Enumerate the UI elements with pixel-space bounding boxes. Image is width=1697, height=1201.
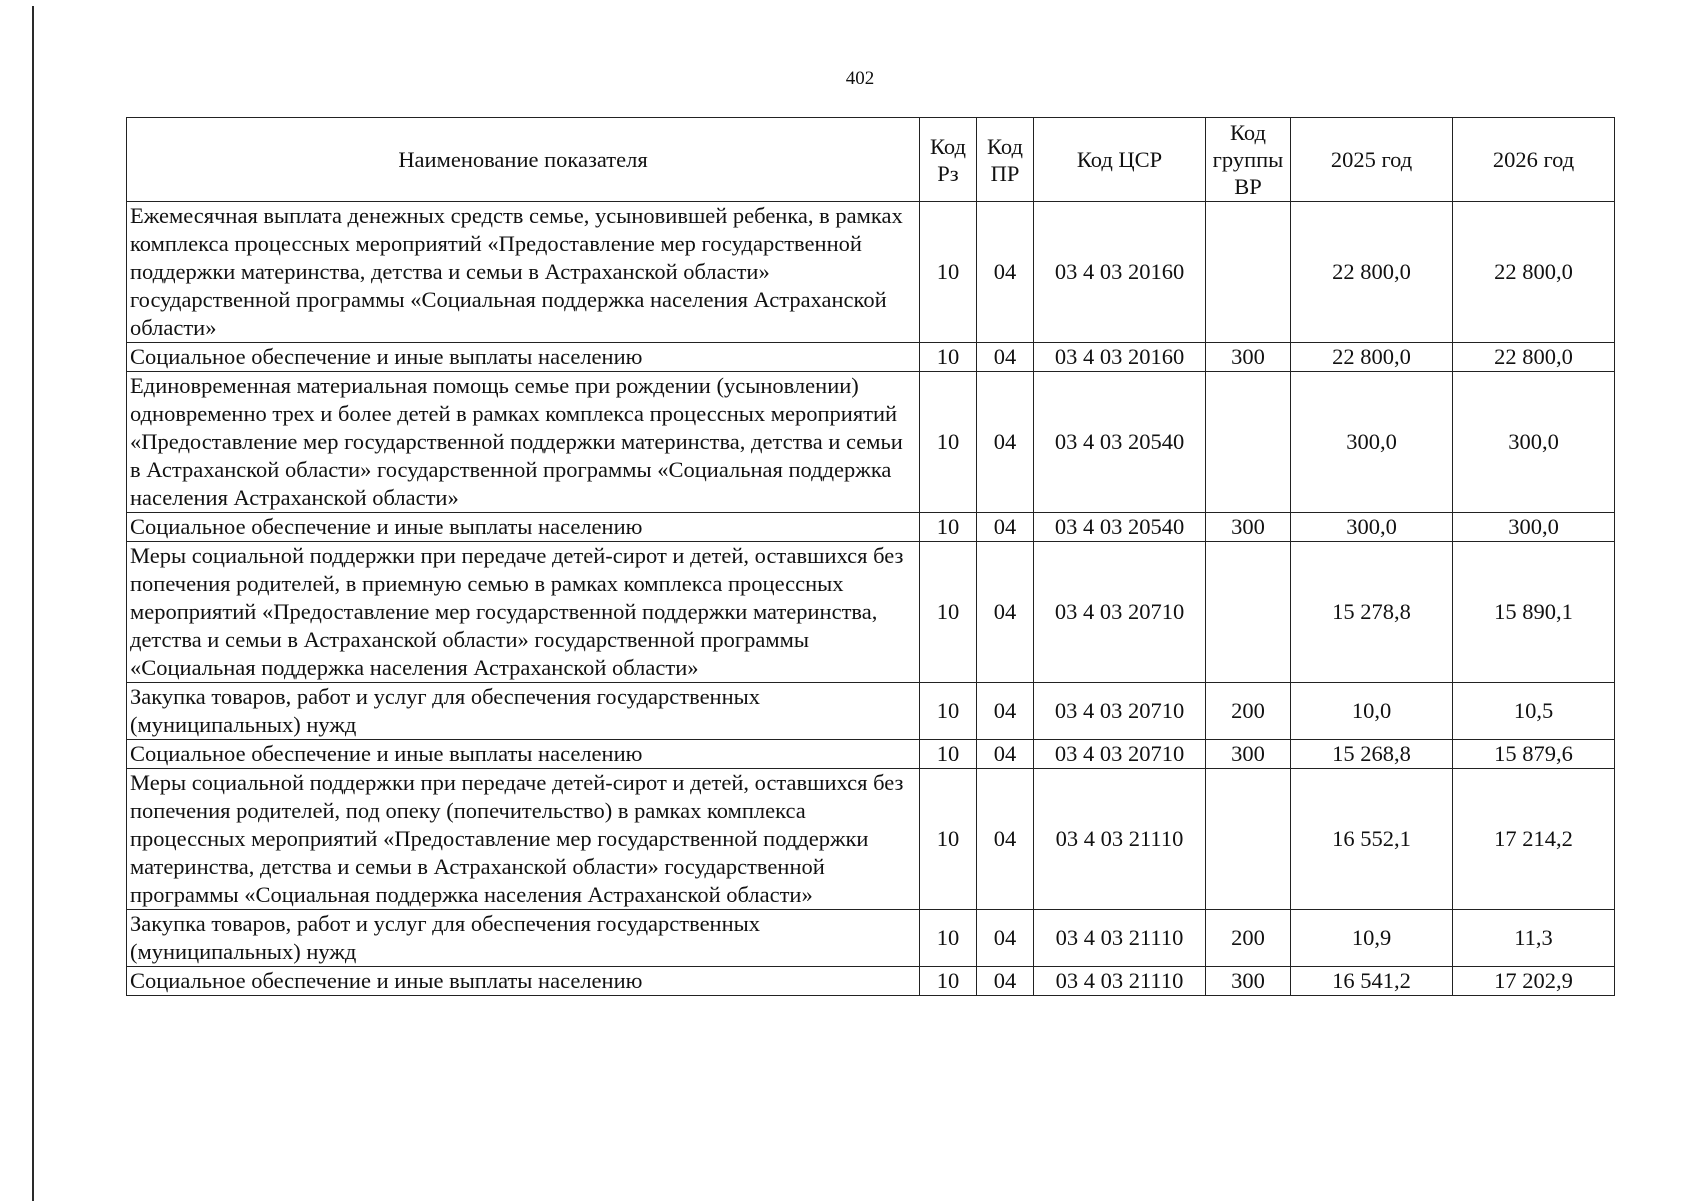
cell-2025: 300,0: [1291, 372, 1453, 513]
table-header-row: [127, 118, 1615, 202]
cell-csr: 03 4 03 20710: [1034, 542, 1206, 683]
cell-rz: 10: [920, 740, 977, 769]
cell-name: Социальное обеспечение и иные выплаты населению: [127, 343, 920, 372]
cell-vr: 300: [1206, 513, 1291, 542]
cell-rz: 10: [920, 683, 977, 740]
cell-rz: 10: [920, 769, 977, 910]
table-row: [127, 202, 1615, 343]
header-vr: Код группы ВР: [1206, 118, 1291, 202]
table-row: [127, 683, 1615, 740]
binding-edge-line: [32, 6, 34, 1201]
cell-csr: 03 4 03 21110: [1034, 769, 1206, 910]
cell-2026: 10,5: [1453, 683, 1615, 740]
cell-csr: 03 4 03 20540: [1034, 513, 1206, 542]
cell-name: Меры социальной поддержки при передаче детей-сирот и детей, оставшихся без попечения родителей, в приемную семью в рамках комплекса процессных мероприятий «Предоставление мер государственной поддержки материнства, детства и семьи в Астраханской области» государственной программы «Социальная поддержка населения Астраханской области»: [127, 542, 920, 683]
cell-name: Закупка товаров, работ и услуг для обеспечения государственных (муниципальных) нужд: [127, 683, 920, 740]
cell-2026: 17 202,9: [1453, 967, 1615, 996]
cell-2026: 11,3: [1453, 910, 1615, 967]
header-rz: Код Рз: [920, 118, 977, 202]
cell-pr: 04: [977, 740, 1034, 769]
cell-name: Социальное обеспечение и иные выплаты населению: [127, 967, 920, 996]
cell-csr: 03 4 03 21110: [1034, 967, 1206, 996]
header-pr: Код ПР: [977, 118, 1034, 202]
cell-2025: 16 541,2: [1291, 967, 1453, 996]
cell-2026: 22 800,0: [1453, 343, 1615, 372]
cell-2025: 10,0: [1291, 683, 1453, 740]
cell-name: Закупка товаров, работ и услуг для обеспечения государственных (муниципальных) нужд: [127, 910, 920, 967]
cell-csr: 03 4 03 20160: [1034, 343, 1206, 372]
cell-rz: 10: [920, 343, 977, 372]
table-row: [127, 542, 1615, 683]
header-2025: 2025 год: [1291, 118, 1453, 202]
cell-2025: 22 800,0: [1291, 202, 1453, 343]
cell-2026: 17 214,2: [1453, 769, 1615, 910]
table-row: [127, 740, 1615, 769]
table-row: [127, 967, 1615, 996]
cell-pr: 04: [977, 372, 1034, 513]
table-body: [127, 202, 1615, 996]
budget-table: [126, 117, 1615, 996]
cell-2026: 300,0: [1453, 372, 1615, 513]
cell-name: Единовременная материальная помощь семье при рождении (усыновлении) одновременно трех и более детей в рамках комплекса процессных мероприятий «Предоставление мер государственной поддержки материнства, детства и семьи в Астраханской области» государственной программы «Социальная поддержка населения Астраханской области»: [127, 372, 920, 513]
cell-vr: [1206, 372, 1291, 513]
cell-2026: 300,0: [1453, 513, 1615, 542]
cell-vr: [1206, 542, 1291, 683]
cell-csr: 03 4 03 20710: [1034, 740, 1206, 769]
cell-pr: 04: [977, 910, 1034, 967]
cell-csr: 03 4 03 20710: [1034, 683, 1206, 740]
cell-csr: 03 4 03 20160: [1034, 202, 1206, 343]
cell-pr: 04: [977, 343, 1034, 372]
cell-pr: 04: [977, 542, 1034, 683]
cell-name: Ежемесячная выплата денежных средств семье, усыновившей ребенка, в рамках комплекса процессных мероприятий «Предоставление мер государственной поддержки материнства, детства и семьи в Астраханской области» государственной программы «Социальная поддержка населения Астраханской области»: [127, 202, 920, 343]
cell-name: Меры социальной поддержки при передаче детей-сирот и детей, оставшихся без попечения родителей, под опеку (попечительство) в рамках комплекса процессных мероприятий «Предоставление мер государственной поддержки материнства, детства и семьи в Астраханской области» государственной программы «Социальная поддержка населения Астраханской области»: [127, 769, 920, 910]
cell-pr: 04: [977, 683, 1034, 740]
cell-vr: 300: [1206, 740, 1291, 769]
cell-rz: 10: [920, 542, 977, 683]
table-row: [127, 343, 1615, 372]
table-row: [127, 910, 1615, 967]
cell-2025: 16 552,1: [1291, 769, 1453, 910]
header-2026: 2026 год: [1453, 118, 1615, 202]
cell-vr: 300: [1206, 967, 1291, 996]
cell-rz: 10: [920, 910, 977, 967]
cell-2026: 15 890,1: [1453, 542, 1615, 683]
table-row: [127, 513, 1615, 542]
cell-pr: 04: [977, 967, 1034, 996]
cell-rz: 10: [920, 513, 977, 542]
cell-2025: 15 278,8: [1291, 542, 1453, 683]
cell-csr: 03 4 03 21110: [1034, 910, 1206, 967]
cell-2025: 22 800,0: [1291, 343, 1453, 372]
cell-rz: 10: [920, 967, 977, 996]
cell-vr: [1206, 769, 1291, 910]
cell-vr: 200: [1206, 910, 1291, 967]
cell-vr: [1206, 202, 1291, 343]
cell-2025: 300,0: [1291, 513, 1453, 542]
cell-2026: 22 800,0: [1453, 202, 1615, 343]
cell-2025: 10,9: [1291, 910, 1453, 967]
cell-name: Социальное обеспечение и иные выплаты населению: [127, 513, 920, 542]
cell-csr: 03 4 03 20540: [1034, 372, 1206, 513]
cell-pr: 04: [977, 513, 1034, 542]
cell-name: Социальное обеспечение и иные выплаты населению: [127, 740, 920, 769]
cell-pr: 04: [977, 202, 1034, 343]
page-number: 402: [845, 68, 875, 89]
table-row: [127, 769, 1615, 910]
cell-vr: 300: [1206, 343, 1291, 372]
header-name: Наименование показателя: [127, 118, 920, 202]
cell-2025: 15 268,8: [1291, 740, 1453, 769]
header-csr: Код ЦСР: [1034, 118, 1206, 202]
cell-rz: 10: [920, 372, 977, 513]
cell-2026: 15 879,6: [1453, 740, 1615, 769]
table-row: [127, 372, 1615, 513]
cell-pr: 04: [977, 769, 1034, 910]
cell-rz: 10: [920, 202, 977, 343]
cell-vr: 200: [1206, 683, 1291, 740]
